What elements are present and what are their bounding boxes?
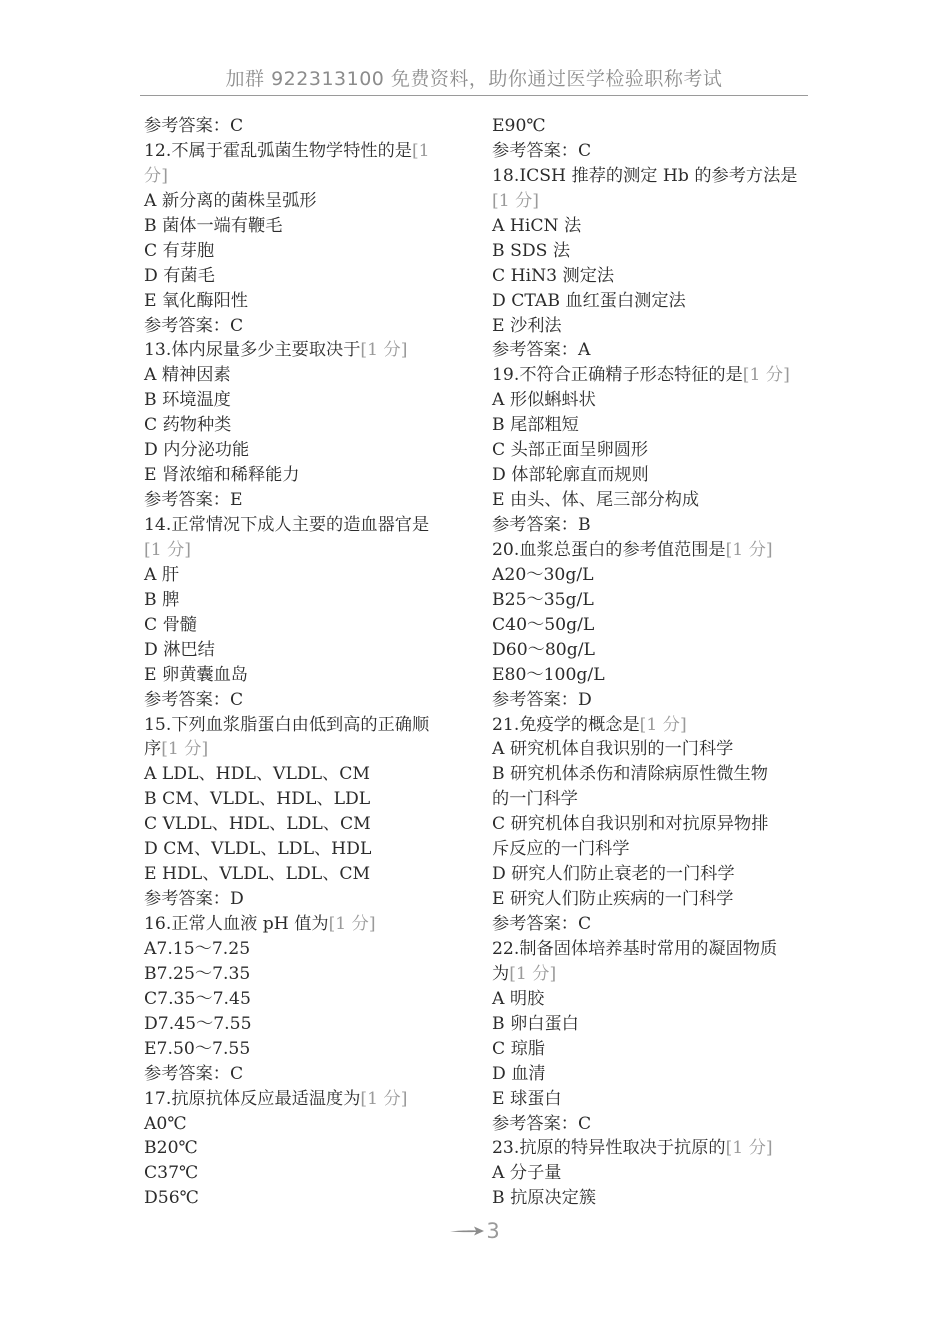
line-text: C 有芽胞 [144,240,215,261]
line-text: 参考答案：C [492,140,592,161]
text-line [492,862,812,887]
line-text: C40～50g/L [492,614,595,635]
text-line [492,663,812,688]
line-text: E 球蛋白 [492,1088,562,1109]
line-text: A0℃ [144,1113,187,1134]
text-line [144,588,472,613]
text-line [144,1112,472,1137]
line-text: 参考答案：C [492,1113,592,1134]
line-text: B 环境温度 [144,390,231,411]
line-text: A 明胶 [492,988,545,1009]
text-line [492,563,812,588]
text-line [144,987,472,1012]
text-line [492,513,812,538]
text-line [144,314,472,339]
text-line [492,413,812,438]
text-line [492,488,812,513]
line-text: E80～100g/L [492,664,605,685]
line-text: 13.体内尿量多少主要取决于 [144,340,361,361]
text-line [144,1012,472,1037]
text-line [492,1087,812,1112]
line-text: B20℃ [144,1138,198,1159]
text-line [492,987,812,1012]
line-text: 参考答案：E [144,490,243,511]
line-text: E 研究人们防止疾病的一门科学 [492,889,734,910]
line-text: C 药物种类 [144,415,232,436]
line-text: A 新分离的菌株呈弧形 [144,190,317,211]
score-tag: [1 分] [725,539,773,560]
line-text: C 头部正面呈卵圆形 [492,440,649,461]
line-text: 为 [492,963,510,984]
text-line [492,1136,812,1161]
line-text: C37℃ [144,1163,199,1184]
line-text: C 骨髓 [144,614,197,635]
text-line [492,1037,812,1062]
text-line [492,713,812,738]
line-text: 14.正常情况下成人主要的造血器官是 [144,515,430,535]
text-line [144,363,472,388]
text-line [144,438,472,463]
text-line [492,538,812,563]
text-line [144,1062,472,1087]
score-tag: [1 分] [161,739,209,760]
text-line [144,737,472,762]
line-text: 参考答案：A [492,340,591,361]
text-line [144,264,472,289]
line-text: 参考答案：C [492,914,592,934]
text-line [144,189,472,214]
text-line [492,1112,812,1137]
text-line [144,837,472,862]
page-footer [0,1216,950,1246]
text-line [144,1161,472,1186]
score-tag: 分] [144,165,168,186]
line-text: 12.不属于霍乱弧菌生物学特性的是 [144,140,412,161]
text-line [492,638,812,663]
text-line [144,688,472,713]
line-text: 参考答案：C [144,689,244,710]
line-text: A 分子量 [492,1163,562,1184]
line-text: A 研究机体自我识别的一门科学 [492,739,734,760]
line-text: E 肾浓缩和稀释能力 [144,465,300,486]
line-text: E 卵黄囊血岛 [144,664,248,685]
line-text: B25～35g/L [492,589,594,610]
line-text: A20～30g/L [492,564,594,585]
text-line [492,1062,812,1087]
text-line [144,912,472,937]
line-text: B 抗原决定簇 [492,1188,597,1209]
line-text: D 有菌毛 [144,265,215,286]
page-number: 3 [486,1219,500,1243]
line-text: D CTAB 血红蛋白测定法 [492,290,686,311]
line-text: E 氧化酶阳性 [144,290,248,311]
text-line [144,463,472,488]
line-text: 参考答案：C [144,1063,244,1084]
left-column [144,114,472,1211]
text-line [144,962,472,987]
line-text: A LDL、HDL、VLDL、CM [144,764,370,785]
line-text: 18.ICSH 推荐的测定 Hb 的参考方法是 [492,165,798,186]
line-text: E 由头、体、尾三部分构成 [492,490,700,511]
text-line [144,114,472,139]
text-line [144,214,472,239]
score-tag: [1 分] [725,1138,773,1159]
text-line [144,937,472,962]
text-line [144,812,472,837]
text-line [492,1186,812,1211]
text-line [144,638,472,663]
text-line [492,338,812,363]
line-text: 的一门科学 [492,789,578,810]
line-text: A 肝 [144,564,180,585]
line-text: A 形似蝌蚪状 [492,390,596,411]
line-text: B SDS 法 [492,240,571,261]
text-line [492,363,812,388]
line-text: 参考答案：D [492,689,592,710]
line-text: B 菌体一端有鞭毛 [144,215,283,236]
score-tag: [1 分] [639,714,687,735]
text-line [144,563,472,588]
line-text: C VLDL、HDL、LDL、CM [144,814,371,835]
text-line [144,713,472,738]
line-text: C 琼脂 [492,1038,545,1059]
line-text: 15.下列血浆脂蛋白由低到高的正确顺 [144,714,430,735]
line-text: B 尾部粗短 [492,415,579,436]
text-line [492,787,812,812]
line-text: D CM、VLDL、LDL、HDL [144,839,372,860]
line-text: 参考答案：D [144,889,244,910]
text-line [144,488,472,513]
line-text: 16.正常人血液 pH 值为 [144,914,329,934]
score-tag: [1 分] [742,365,790,386]
text-line [144,538,472,563]
text-line [492,164,812,189]
line-text: 斥反应的一门科学 [492,839,630,860]
line-text: D 体部轮廓直而规则 [492,465,649,486]
text-line [492,887,812,912]
text-line [144,862,472,887]
text-line [144,1087,472,1112]
text-line [144,513,472,538]
line-text: D7.45～7.55 [144,1013,252,1034]
line-text: B 脾 [144,589,180,610]
line-text: C7.35～7.45 [144,988,251,1009]
score-tag: [1 分] [509,963,557,984]
line-text: D 淋巴结 [144,639,215,660]
text-line [492,688,812,713]
line-text: E90℃ [492,116,546,136]
score-tag: [1 分] [360,340,408,361]
text-line [492,388,812,413]
line-text: D 研究人们防止衰老的一门科学 [492,864,735,885]
line-text: 参考答案：B [492,515,591,535]
text-line [492,737,812,762]
text-line [144,388,472,413]
text-line [492,937,812,962]
text-line [492,762,812,787]
line-text: C 研究机体自我识别和对抗原异物排 [492,814,769,835]
text-line [492,314,812,339]
score-tag: [1 [411,140,430,161]
page-header: 加群 922313100 免费资料，助你通过医学检验职称考试 [225,68,723,90]
text-line [492,962,812,987]
score-tag: [1 分] [144,539,191,560]
text-line [144,613,472,638]
text-line [492,463,812,488]
line-text: D56℃ [144,1188,199,1209]
line-text: 参考答案：C [144,315,244,336]
text-line [492,239,812,264]
text-line [492,438,812,463]
text-line [492,613,812,638]
text-line [144,1186,472,1211]
line-text: 22.制备固体培养基时常用的凝固物质 [492,938,778,959]
score-tag: [1 分] [492,190,539,211]
text-line [492,189,812,214]
line-text: D 血清 [492,1063,546,1084]
text-line [492,1012,812,1037]
line-text: C HiN3 测定法 [492,265,615,286]
text-line [144,413,472,438]
line-text: B CM、VLDL、HDL、LDL [144,789,371,810]
line-text: D 内分泌功能 [144,440,250,461]
line-text: B7.25～7.35 [144,963,251,984]
line-text: 21.免疫学的概念是 [492,714,640,735]
text-line [492,114,812,139]
text-line [492,837,812,862]
line-text: 17.抗原抗体反应最适温度为 [144,1088,361,1109]
text-line [492,812,812,837]
line-text: 20.血浆总蛋白的参考值范围是 [492,539,726,560]
text-line [144,289,472,314]
text-line [144,164,472,189]
text-line [492,289,812,314]
line-text: A7.15～7.25 [144,938,251,959]
text-line [492,214,812,239]
text-line [144,239,472,264]
text-line [144,663,472,688]
line-text: A 精神因素 [144,365,231,386]
right-column [492,114,812,1211]
text-line [144,1136,472,1161]
text-line [144,139,472,164]
text-line [144,787,472,812]
text-line [492,1161,812,1186]
line-text: D60～80g/L [492,639,595,660]
text-line [492,912,812,937]
text-line [144,887,472,912]
text-line [144,1037,472,1062]
line-text: E7.50～7.55 [144,1038,251,1059]
score-tag: [1 分] [360,1088,408,1109]
line-text: 参考答案：C [144,116,244,136]
line-text: A HiCN 法 [492,215,582,236]
line-text: E HDL、VLDL、LDL、CM [144,864,371,885]
arrow-icon [450,1225,484,1237]
header-divider [140,95,808,96]
line-text: 19.不符合正确精子形态特征的是 [492,365,743,386]
score-tag: [1 分] [328,914,376,934]
line-text: 23.抗原的特异性取决于抗原的 [492,1138,726,1159]
text-line [492,588,812,613]
text-line [492,264,812,289]
line-text: 序 [144,739,162,760]
text-line [492,139,812,164]
text-line [144,338,472,363]
line-text: B 卵白蛋白 [492,1013,579,1034]
text-line [144,762,472,787]
line-text: B 研究机体杀伤和清除病原性微生物 [492,764,768,785]
line-text: E 沙利法 [492,315,562,336]
